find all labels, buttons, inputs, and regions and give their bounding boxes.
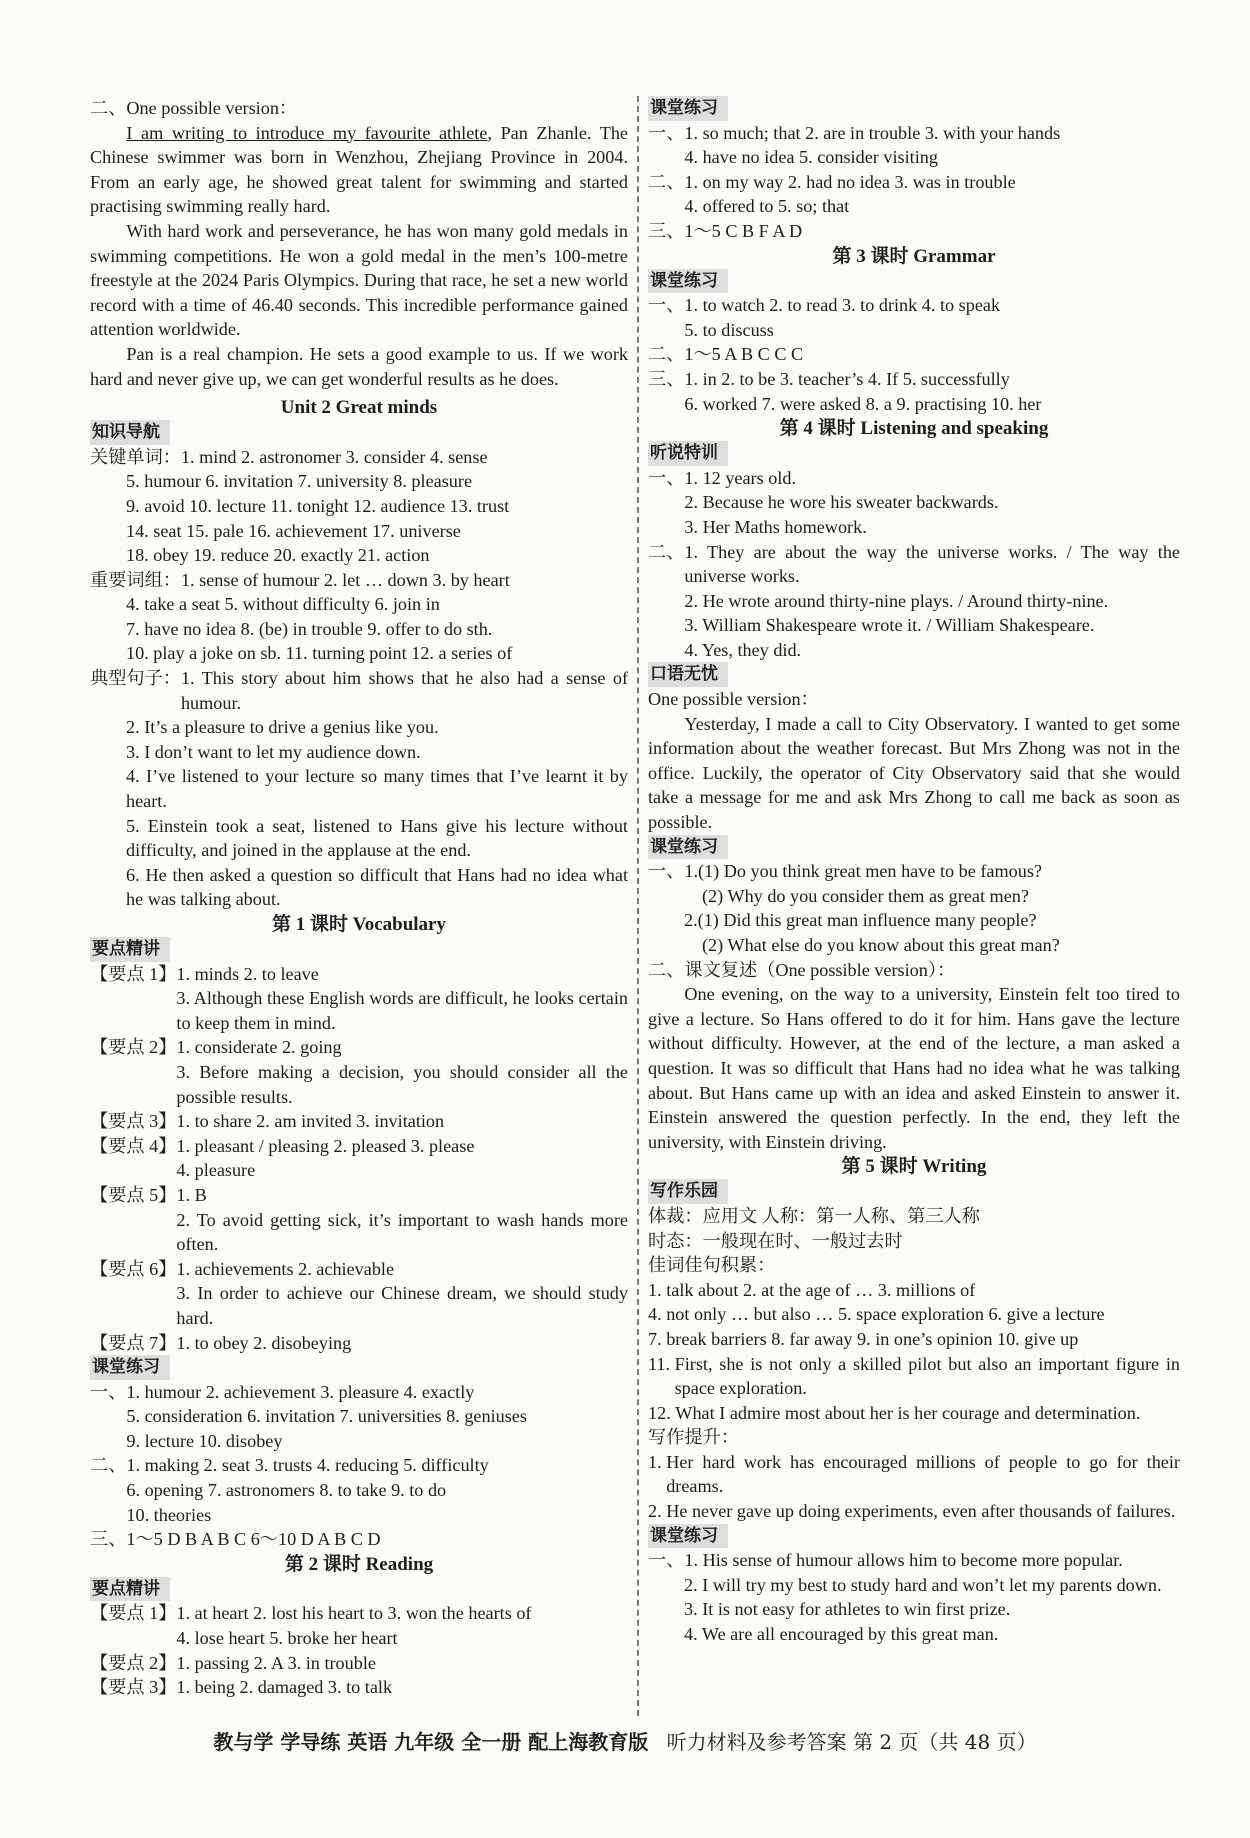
listening-line: 3. Her Maths homework. bbox=[684, 516, 867, 537]
tisheng-row bbox=[648, 1450, 1180, 1499]
practice5-key: 一、 bbox=[648, 1550, 685, 1571]
practice-line: 1. to watch 2. to read 3. to drink 4. to speak bbox=[684, 295, 1001, 316]
point-row bbox=[90, 1183, 628, 1208]
practice-row bbox=[648, 145, 1180, 170]
essay-paragraph-3: Pan is a real champion. He sets a good example to us. If we work hard and never give up, we can get wonderful results as he does. bbox=[90, 343, 628, 389]
listening-line: 2. He wrote around thirty-nine plays. / Around thirty-nine. bbox=[684, 590, 1109, 611]
section-label-yaodian: 要点精讲 bbox=[90, 937, 170, 962]
practice-line: 6. opening 7. astronomers 8. to take 9. to do bbox=[126, 1480, 447, 1501]
jiaci-line: 1. talk about 2. at the age of … 3. millions of bbox=[648, 1279, 976, 1300]
listening-row bbox=[648, 515, 1180, 540]
tisheng-key: 2. bbox=[648, 1501, 667, 1522]
listening-row bbox=[648, 638, 1180, 663]
point-row bbox=[90, 1257, 628, 1282]
jiaci-12-row bbox=[648, 1401, 1180, 1426]
practice-row bbox=[648, 293, 1180, 318]
practice-line: 1. so much; that 2. are in trouble 3. with your hands bbox=[684, 122, 1061, 143]
practice5-line: 4. We are all encouraged by this great man. bbox=[684, 1624, 999, 1645]
point-row bbox=[90, 1281, 628, 1330]
kouyu-intro: One possible version： bbox=[648, 689, 819, 710]
essay-paragraph-2: With hard work and perseverance, he has won many gold medals in swimming competitions. He won a gold medal in the men’s 100-metre freestyle at the 2024 Paris Olympics. During that race, he set a new world record with a time of 46.40 seconds. This incredible performance gained attention worldwide. bbox=[90, 220, 628, 340]
tisheng-row bbox=[648, 1499, 1180, 1524]
sentence-item: 4. I’ve listened to your lecture so many times that I’ve learnt it by heart. bbox=[126, 766, 628, 812]
jiaci-12-text: What I admire most about her is her courage and determination. bbox=[675, 1402, 1141, 1423]
listening-row bbox=[648, 466, 1180, 491]
practice-key: 一、 bbox=[648, 295, 685, 316]
listening-row bbox=[648, 613, 1180, 638]
jiaci-line: 4. not only … but also … 5. space exploration 6. give a lecture bbox=[648, 1304, 1105, 1325]
practice-line: 10. theories bbox=[126, 1504, 212, 1525]
practice-key: 二、 bbox=[648, 171, 685, 192]
tisheng-text: He never gave up doing experiments, even after thousands of failures. bbox=[666, 1501, 1176, 1522]
point-line: 3. Although these English words are difficult, he looks certain to keep them in mind. bbox=[176, 988, 628, 1033]
practice-row bbox=[90, 1527, 628, 1552]
point-line: 1. passing 2. A 3. in trouble bbox=[176, 1652, 376, 1673]
practice4-line: 2.(1) Did this great man influence many people? bbox=[684, 910, 1037, 931]
point-row bbox=[90, 986, 628, 1035]
key-words-label: 关键单词： bbox=[90, 446, 181, 467]
practice-line: 1. humour 2. achievement 3. pleasure 4. exactly bbox=[126, 1381, 475, 1402]
tisheng-key: 1. bbox=[648, 1451, 667, 1472]
right-column bbox=[648, 96, 1180, 1647]
listening-line: 1. They are about the way the universe works. / The way the universe works. bbox=[684, 541, 1180, 587]
point-key: 【要点 3】 bbox=[90, 1111, 177, 1132]
genre-line: 体裁：应用文 人称：第一人称、第三人称 bbox=[648, 1205, 980, 1226]
practice5-line: 1. His sense of humour allows him to become more popular. bbox=[684, 1550, 1123, 1571]
jiaci-11-row bbox=[648, 1352, 1180, 1401]
practice4-line: (2) Why do you consider them as great men? bbox=[702, 885, 1029, 906]
lesson2-title: 第 2 课时 Reading bbox=[284, 1553, 434, 1575]
point-key: 【要点 3】 bbox=[90, 1677, 177, 1698]
jiaci-label: 佳词佳句积累： bbox=[648, 1255, 776, 1276]
practice-list-3 bbox=[648, 293, 1180, 416]
sentence-item: 3. I don’t want to let my audience down. bbox=[126, 741, 421, 762]
listening-line: 1. 12 years old. bbox=[684, 467, 797, 488]
practice-row bbox=[90, 1503, 628, 1528]
point-line: 2. To avoid getting sick, it’s important to wash hands more often. bbox=[176, 1209, 628, 1255]
section-label-xiezuo: 写作乐园 bbox=[648, 1179, 728, 1204]
practice-line: 1. making 2. seat 3. trusts 4. reducing 5. difficulty bbox=[126, 1455, 489, 1476]
left-column bbox=[90, 96, 628, 1700]
jiaci-line: 7. break barriers 8. far away 9. in one’s opinion 10. give up bbox=[648, 1328, 1079, 1349]
point-key: 【要点 4】 bbox=[90, 1135, 177, 1156]
section-label-ketang-4: 课堂练习 bbox=[648, 835, 728, 860]
point-row bbox=[90, 1675, 628, 1700]
essay-intro: 二、One possible version： bbox=[90, 98, 298, 118]
section-label-ketang: 课堂练习 bbox=[90, 1355, 170, 1380]
point-line: 1. B bbox=[176, 1184, 207, 1205]
kouyu-text: Yesterday, I made a call to City Observatory. I wanted to get some information about the weather forecast. But Mrs Zhong was not in the office. Luckily, the operator of City Observatory said that she would take a message for me and ask Mrs Zhong to call me back as soon as possible. bbox=[648, 713, 1180, 833]
point-line: 3. In order to achieve our Chinese dream, we should study hard. bbox=[176, 1283, 628, 1328]
key-words-line: 9. avoid 10. lecture 11. tonight 12. audience 13. trust bbox=[126, 495, 510, 516]
point-line: 1. minds 2. to leave bbox=[176, 963, 319, 984]
unit-title: Unit 2 Great minds bbox=[280, 397, 438, 419]
retell-text: One evening, on the way to a university, Einstein felt too tired to give a lecture. So Hans offered to do it for him. Hans gave the lecture without difficulty. However, at the end of the lecture, a man asked a question. It was so difficult that Hans had no idea what he was talking about. But Hans came up with an idea and asked Einstein to answer it. Einstein answered the question perfectly. In the end, they left the university, with Einstein driving. bbox=[648, 984, 1180, 1152]
lesson1-title: 第 1 课时 Vocabulary bbox=[271, 914, 446, 935]
practice-key: 三、 bbox=[90, 1529, 127, 1550]
key-words-line: 18. obey 19. reduce 20. exactly 21. action bbox=[126, 545, 430, 566]
point-line: 4. pleasure bbox=[176, 1160, 256, 1181]
practice-key: 一、 bbox=[90, 1381, 127, 1402]
jiaci-12-key: 12. bbox=[648, 1402, 676, 1423]
practice-row bbox=[648, 219, 1180, 244]
practice-line: 1～5 D B A B C 6～10 D A B C D bbox=[126, 1529, 381, 1550]
point-key: 【要点 5】 bbox=[90, 1184, 177, 1205]
points-list-1 bbox=[90, 962, 628, 1356]
practice-row bbox=[648, 342, 1180, 367]
point-line: 1. pleasant / pleasing 2. pleased 3. please bbox=[176, 1135, 475, 1156]
practice-row bbox=[648, 170, 1180, 195]
phrases-line: 4. take a seat 5. without difficulty 6. join in bbox=[126, 594, 440, 615]
point-row bbox=[90, 1035, 628, 1060]
point-key: 【要点 2】 bbox=[90, 1037, 177, 1058]
section-label-yaodian-2: 要点精讲 bbox=[90, 1577, 170, 1602]
practice-line: 1～5 A B C C C bbox=[684, 344, 804, 365]
practice-row bbox=[90, 1404, 628, 1429]
practice-key: 三、 bbox=[648, 220, 685, 241]
section-label-ketang-r: 课堂练习 bbox=[648, 96, 728, 121]
point-row bbox=[90, 962, 628, 987]
practice-row bbox=[648, 121, 1180, 146]
practice-key: 一、 bbox=[648, 122, 685, 143]
practice4-line: 1.(1) Do you think great men have to be famous? bbox=[684, 861, 1042, 882]
point-row bbox=[90, 1109, 628, 1134]
jiaci-11-text: First, she is not only a skilled pilot but also an important figure in space exploration. bbox=[674, 1353, 1180, 1399]
sentences-label: 典型句子： bbox=[90, 668, 181, 689]
tisheng-label: 写作提升： bbox=[648, 1427, 739, 1448]
point-line: 1. at heart 2. lost his heart to 3. won the hearts of bbox=[176, 1603, 532, 1624]
sentence-item: 5. Einstein took a seat, listened to Hans give his lecture without difficulty, and joined in the applause at the end. bbox=[126, 815, 628, 861]
practice-list-1 bbox=[90, 1380, 628, 1552]
practice-line: 5. consideration 6. invitation 7. universities 8. geniuses bbox=[126, 1406, 527, 1427]
practice-line: 5. to discuss bbox=[684, 319, 774, 340]
practice-row bbox=[90, 1429, 628, 1454]
practice-row bbox=[648, 194, 1180, 219]
retell-title: 二、课文复述（One possible version）： bbox=[648, 959, 956, 980]
practice5-line: 3. It is not easy for athletes to win first prize. bbox=[684, 1599, 1011, 1620]
point-row bbox=[90, 1158, 628, 1183]
practice-row bbox=[90, 1453, 628, 1478]
key-words-line: 1. mind 2. astronomer 3. consider 4. sense bbox=[180, 446, 488, 467]
column-divider bbox=[637, 96, 639, 1716]
listening-key: 一、 bbox=[648, 467, 685, 488]
practice-line: 4. have no idea 5. consider visiting bbox=[684, 147, 938, 168]
footer-page: 听力材料及参考答案 第 2 页（共 48 页） bbox=[666, 1730, 1037, 1754]
listening-row bbox=[648, 589, 1180, 614]
section-label-tingshuo: 听说特训 bbox=[648, 441, 728, 466]
section-label-zhishi: 知识导航 bbox=[90, 420, 170, 445]
lesson3-title: 第 3 课时 Grammar bbox=[832, 245, 996, 267]
tense-line: 时态：一般现在时、一般过去时 bbox=[648, 1230, 903, 1251]
phrases-line: 1. sense of humour 2. let … down 3. by heart bbox=[180, 569, 510, 590]
point-key: 【要点 1】 bbox=[90, 1603, 177, 1624]
section-label-ketang-5: 课堂练习 bbox=[648, 1524, 728, 1549]
listening-line: 4. Yes, they did. bbox=[684, 639, 802, 660]
essay-paragraph-1 bbox=[90, 121, 628, 219]
point-key: 【要点 2】 bbox=[90, 1652, 177, 1673]
section-label-ketang-3: 课堂练习 bbox=[648, 269, 728, 294]
listening-row bbox=[648, 540, 1180, 589]
point-row bbox=[90, 1601, 628, 1626]
key-words-line: 14. seat 15. pale 16. achievement 17. universe bbox=[126, 520, 461, 541]
tisheng-text: Her hard work has encouraged millions of people to go for their dreams. bbox=[666, 1451, 1180, 1497]
point-line: 1. achievements 2. achievable bbox=[176, 1258, 395, 1279]
practice-row bbox=[90, 1380, 628, 1405]
points-list-2 bbox=[90, 1601, 628, 1699]
point-row bbox=[90, 1060, 628, 1109]
point-line: 1. considerate 2. going bbox=[176, 1037, 342, 1058]
point-line: 1. to obey 2. disobeying bbox=[176, 1332, 352, 1353]
listening-list bbox=[648, 466, 1180, 663]
point-row bbox=[90, 1331, 628, 1356]
practice-line: 1. in 2. to be 3. teacher’s 4. If 5. successfully bbox=[684, 368, 1010, 389]
point-key: 【要点 6】 bbox=[90, 1258, 177, 1279]
listening-line: 2. Because he wore his sweater backwards. bbox=[684, 492, 999, 513]
lesson5-title: 第 5 课时 Writing bbox=[841, 1156, 987, 1178]
footer-brand: 教与学 学导练 英语 九年级 全一册 配上海教育版 bbox=[213, 1730, 649, 1754]
practice4-row bbox=[648, 859, 1180, 884]
phrases-block bbox=[90, 568, 628, 593]
page-footer bbox=[0, 1726, 1250, 1755]
lesson4-title: 第 4 课时 Listening and speaking bbox=[779, 418, 1049, 440]
listening-line: 3. William Shakespeare wrote it. / William Shakespeare. bbox=[684, 615, 1095, 636]
practice-row bbox=[648, 367, 1180, 392]
practice5-row bbox=[648, 1548, 1180, 1573]
listening-row bbox=[648, 490, 1180, 515]
point-row bbox=[90, 1626, 628, 1651]
phrases-line: 10. play a joke on sb. 11. turning point 12. a series of bbox=[126, 643, 513, 664]
practice-line: 1. on my way 2. had no idea 3. was in trouble bbox=[684, 171, 1016, 192]
practice-key: 二、 bbox=[90, 1455, 127, 1476]
point-key: 【要点 1】 bbox=[90, 963, 177, 984]
sentence-item: 1. This story about him shows that he also had a sense of humour. bbox=[180, 668, 628, 713]
section-label-kouyu: 口语无忧 bbox=[648, 662, 728, 687]
point-line: 3. Before making a decision, you should consider all the possible results. bbox=[176, 1061, 628, 1107]
practice-row bbox=[648, 318, 1180, 343]
practice-line: 6. worked 7. were asked 8. a 9. practising 10. her bbox=[684, 393, 1042, 414]
phrases-label: 重要词组： bbox=[90, 569, 181, 590]
point-row bbox=[90, 1208, 628, 1257]
sentences-block bbox=[90, 666, 628, 715]
practice-line: 4. offered to 5. so; that bbox=[684, 196, 850, 217]
key-words-block bbox=[90, 445, 628, 470]
point-line: 1. to share 2. am invited 3. invitation bbox=[176, 1111, 445, 1132]
point-line: 1. being 2. damaged 3. to talk bbox=[176, 1677, 393, 1698]
essay-p1-rest: , Pan Zhanle. The Chinese swimmer was born in Wenzhou, Zhejiang Province in 2004. From an early age, he showed great talent for swimming and started practising swimming really hard. bbox=[90, 122, 628, 217]
point-line: 4. lose heart 5. broke her heart bbox=[176, 1628, 398, 1649]
key-words-line: 5. humour 6. invitation 7. university 8. pleasure bbox=[126, 471, 473, 492]
listening-key: 二、 bbox=[648, 541, 685, 562]
practice4-line: (2) What else do you know about this great man? bbox=[702, 935, 1060, 955]
phrases-line: 7. have no idea 8. (be) in trouble 9. offer to do sth. bbox=[126, 618, 493, 639]
practice-line: 9. lecture 10. disobey bbox=[126, 1430, 283, 1451]
practice-line: 1～5 C B F A D bbox=[684, 220, 803, 241]
practice5-line: 2. I will try my best to study hard and won’t let my parents down. bbox=[684, 1574, 1162, 1595]
point-key: 【要点 7】 bbox=[90, 1332, 177, 1353]
sentence-item: 2. It’s a pleasure to drive a genius like you. bbox=[126, 717, 439, 738]
sentence-item: 6. He then asked a question so difficult that Hans had no idea what he was talking about. bbox=[126, 864, 628, 910]
practice-row bbox=[90, 1478, 628, 1503]
practice-row bbox=[648, 392, 1180, 417]
point-row bbox=[90, 1134, 628, 1159]
practice-key: 二、 bbox=[648, 344, 685, 365]
practice4-key: 一、 bbox=[648, 861, 685, 882]
jiaci-11-key: 11. bbox=[648, 1353, 675, 1374]
practice-key: 三、 bbox=[648, 368, 685, 389]
essay-first-clause: I am writing to introduce my favourite athlete bbox=[126, 122, 488, 143]
point-row bbox=[90, 1651, 628, 1676]
practice-list-2 bbox=[648, 121, 1180, 244]
